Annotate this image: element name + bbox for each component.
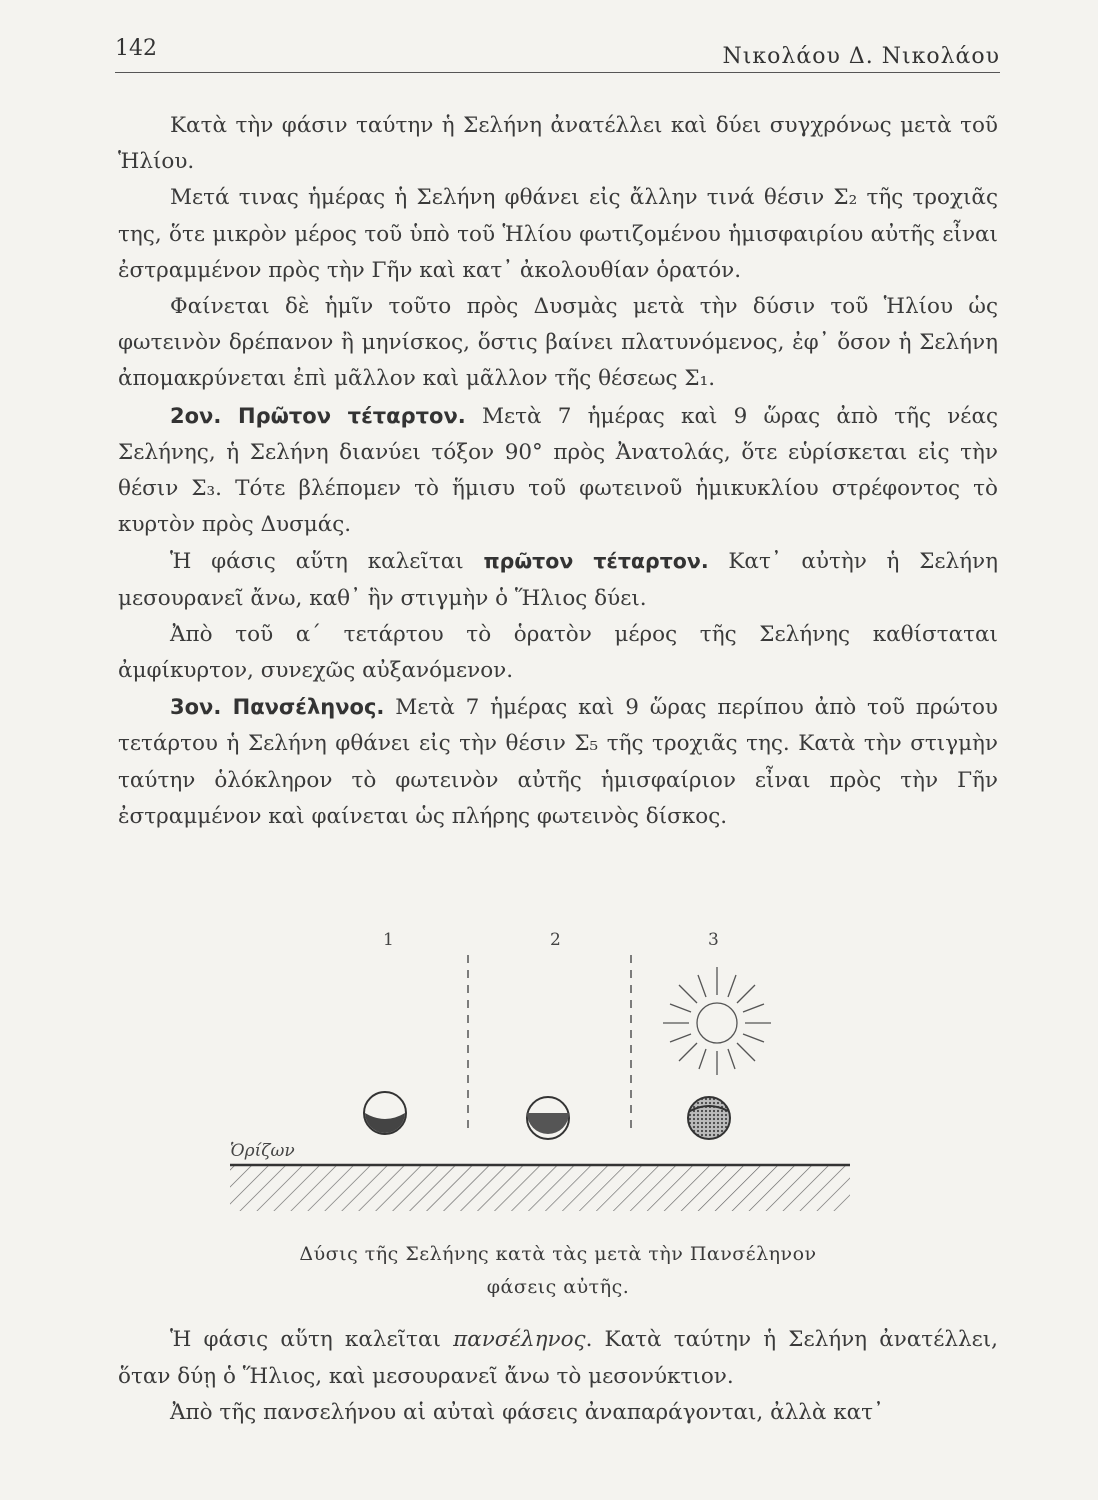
paragraph: Φαίνεται δὲ ἡμῖν τοῦτο πρὸς Δυσμὰς μετὰ τὴν δύσιν τοῦ Ἡλίου ὡς φωτεινὸν δρέπανον ἢ μηνίσκος, ὅστις βαίνει πλατυνόμενος, ἐφ᾽ ὅσον ἡ Σελήνη ἀπομακρύνεται ἐπὶ μᾶλλον καὶ μᾶλλον τῆς θέσεως Σ₁. [118, 294, 998, 392]
label-1: 1 [383, 930, 394, 950]
paragraph-text: Μετὰ 7 ἡμέρας καὶ 9 ὥρας ἀπὸ τῆς νέας Σελήνης, ἡ Σελήνη διανύει τόξον 90° πρὸς Ἀνατολάς, ὅτε εὑρίσκεται εἰς τὴν θέσιν Σ₃. Τότε βλέπομεν τὸ ἥμισυ τοῦ φωτεινοῦ ἡμικυκλίου στρέφοντος τὸ κυρτὸν πρὸς Δυσμάς. [118, 403, 999, 538]
paragraph-text: Ἡ φάσις αὕτη καλεῖται [170, 1327, 454, 1352]
italic-term: πανσέληνος [453, 1327, 586, 1352]
main-text [118, 108, 998, 835]
sun-icon [663, 967, 771, 1075]
paragraph-first-quarter [118, 398, 998, 544]
caption-line: φάσεις αὐτῆς. [486, 1276, 630, 1298]
paragraph-full-moon-definition [118, 1322, 998, 1395]
page-header [115, 34, 1000, 73]
paragraph-text: . Κατὰ ταύτην ἡ Σελήνη ἀνατέλλει, ὅταν δύῃ ὁ Ἥλιος, καὶ μεσουρανεῖ ἄνω τὸ μεσονύκτιον. [118, 1327, 998, 1389]
paragraph: Κατὰ τὴν φάσιν ταύτην ἡ Σελήνη ἀνατέλλει καὶ δύει συγχρόνως μετὰ τοῦ Ἡλίου. [118, 113, 998, 175]
label-3: 3 [708, 930, 719, 950]
label-2: 2 [550, 930, 561, 950]
paragraph: Ἀπὸ τῆς πανσελήνου αἱ αὐταὶ φάσεις ἀναπαράγονται, ἀλλὰ κατ᾽ [170, 1400, 884, 1425]
bottom-text [118, 1322, 998, 1432]
paragraph-text: Κατ᾽ αὐτὴν ἡ Σελήνη μεσουρανεῖ ἄνω, καθ᾽ ἣν στιγμὴν ὁ Ἥλιος δύει. [118, 549, 998, 611]
moon-phase-2-icon [527, 1097, 569, 1139]
page-number: 142 [115, 36, 157, 61]
paragraph [118, 543, 998, 616]
paragraph: Μετά τινας ἡμέρας ἡ Σελήνη φθάνει εἰς ἄλλην τινά θέσιν Σ₂ τῆς τροχιᾶς της, ὅτε μικρὸν μέρος τοῦ ὑπὸ τοῦ Ἡλίου φωτιζομένου ἡμισφαιρίου αὐτῆς εἶναι ἐστραμμένον πρὸς τὴν Γῆν καὶ κατ᾽ ἀκολουθίαν ὁρατόν. [118, 185, 998, 283]
figure-drawing [220, 925, 860, 1225]
bold-term: πρῶτον τέταρτον. [483, 549, 709, 574]
section-heading: 2ον. Πρῶτον τέταρτον. [170, 403, 466, 428]
figure-caption [118, 1238, 998, 1304]
caption-line: Δύσις τῆς Σελήνης κατὰ τὰς μετὰ τὴν Πανσέληνον [299, 1243, 817, 1265]
horizon-label: Ὁρίζων [230, 1141, 295, 1161]
section-heading: 3ον. Πανσέληνος. [170, 695, 385, 720]
moon-phase-3-icon [688, 1097, 730, 1139]
paragraph-text: Μετὰ 7 ἡμέρας καὶ 9 ὥρας περίπου ἀπὸ τοῦ πρώτου τετάρτου ἡ Σελήνη φθάνει εἰς τὴν θέσιν Σ₅ τῆς τροχιᾶς της. Κατὰ τὴν στιγμὴν ταύτην ὁλόκληρον τὸ φωτεινὸν αὐτῆς ἡμισφαίριον εἶναι πρὸς τὴν Γῆν ἐστραμμένον καὶ φαίνεται ὡς πλήρης φωτεινὸς δίσκος. [118, 695, 998, 829]
moonset-figure [220, 925, 860, 1225]
paragraph-full-moon [118, 689, 998, 835]
paragraph-text: Ἡ φάσις αὕτη καλεῖται [170, 549, 484, 575]
running-head: Νικολάου Δ. Νικολάου [722, 44, 1000, 69]
paragraph: Ἀπὸ τοῦ α´ τετάρτου τὸ ὁρατὸν μέρος τῆς Σελήνης καθίσταται ἀμφίκυρτον, συνεχῶς αὐξανόμενον. [118, 621, 998, 684]
moon-phase-1-icon [364, 1092, 406, 1134]
horizon-ground [230, 1165, 850, 1211]
